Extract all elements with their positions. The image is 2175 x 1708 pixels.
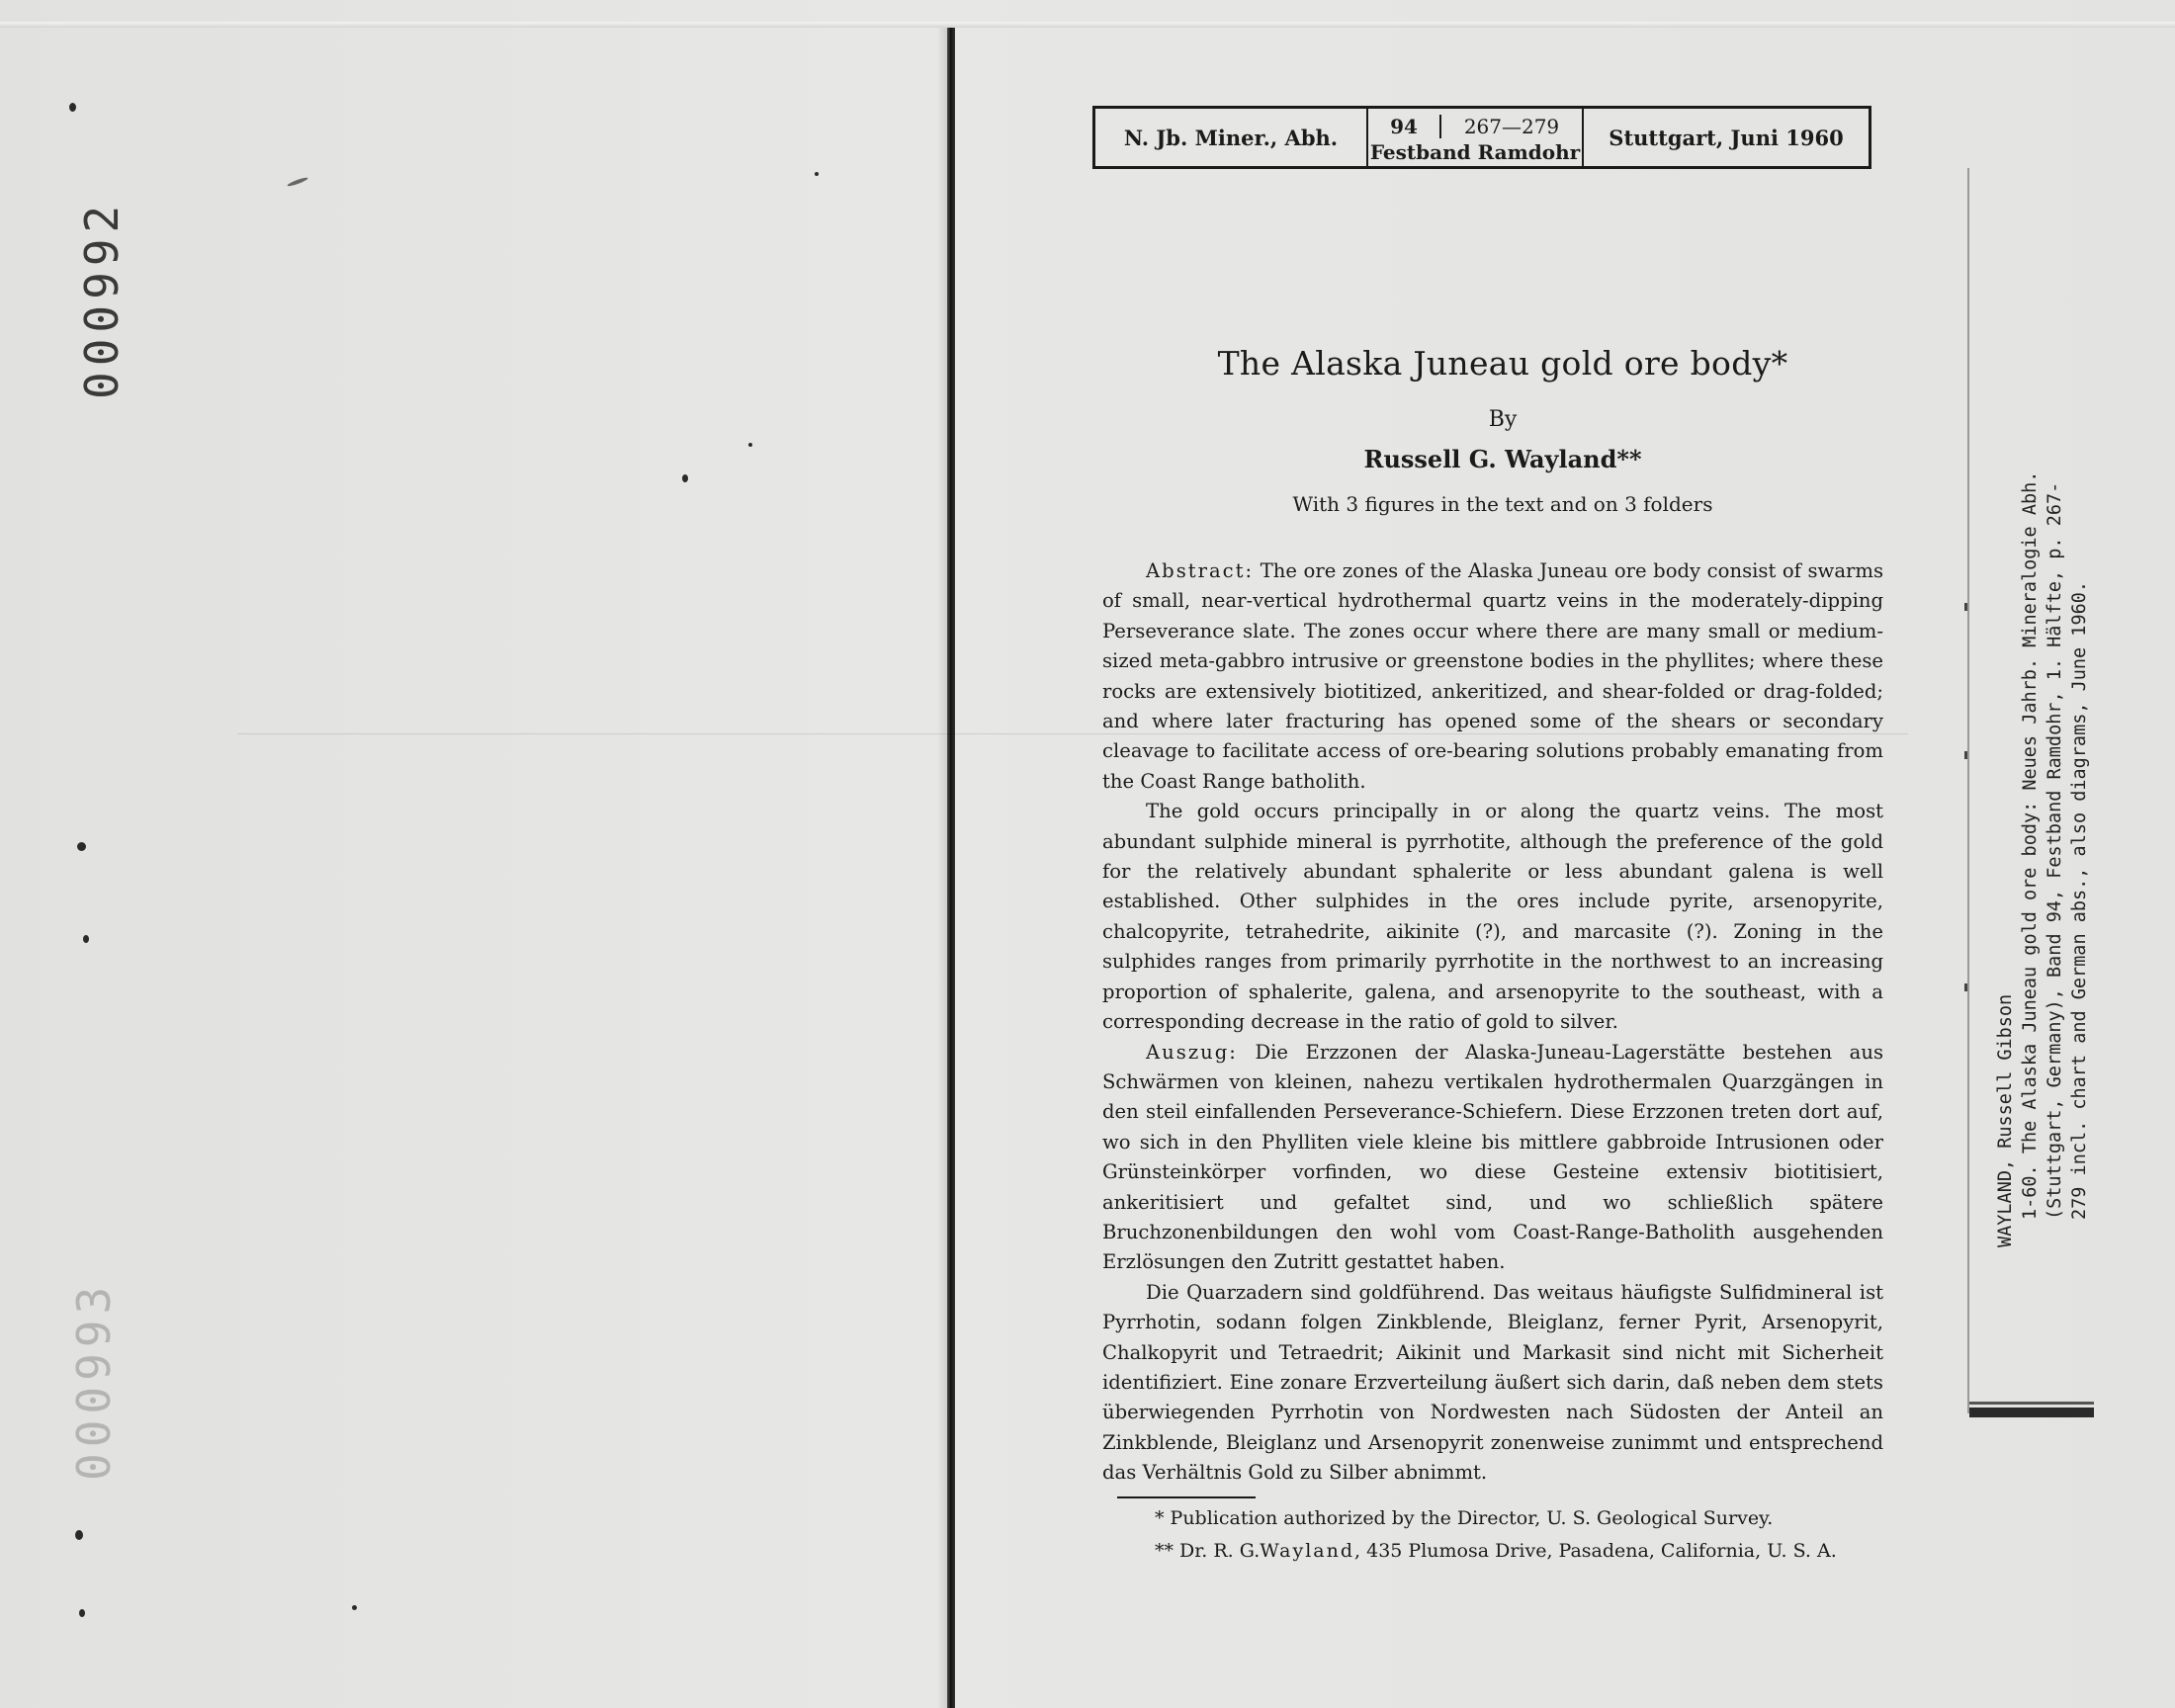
catalog-line-3: (Stuttgart, Germany), Band 94, Festband Ramdohr, 1. Hälfte, p. 267-	[2044, 481, 2065, 1220]
catalog-line-4: 279 incl. chart and German abs., also diagrams, June 1960.	[2069, 580, 2090, 1220]
auszug-label: Auszug:	[1146, 1040, 1238, 1064]
footnote-rule	[1117, 1496, 1256, 1498]
catalog-card-bar	[1969, 1402, 2094, 1405]
place-date: Stuttgart, Juni 1960	[1609, 125, 1844, 150]
speck	[287, 176, 308, 187]
footnote-2-name: Wayland	[1260, 1540, 1355, 1562]
footnote-2	[1155, 1535, 1906, 1568]
speck	[352, 1605, 357, 1610]
speck	[77, 842, 86, 851]
author-name: Russell G. Wayland**	[1363, 445, 1642, 473]
auszug-paragraph-1	[1102, 1038, 1883, 1278]
speck	[815, 172, 819, 176]
speck	[69, 103, 76, 112]
speck	[682, 474, 688, 482]
catalog-line-2: 1-60. The Alaska Juneau gold ore body: Neues Jahrb. Mineralogie Abh.	[2020, 470, 2041, 1220]
catalog-card-edge	[1967, 168, 1969, 1413]
abstract-paragraph-1	[1102, 556, 1883, 797]
card-tick	[1964, 983, 1967, 991]
auszug-text-1: Die Erzzonen der Alaska-Juneau-Lagerstätte bestehen aus Schwärmen von kleinen, nahezu vertikalen hydrothermalen Quarzgängen in den steil einfallenden Perseverance-Schiefern. Diese Erzzonen treten dort auf, wo sich in den Phylliten viele kleine bis mittlere gabbroide Intrusionen oder Grünsteinkörper vorfinden, wo diese Gesteine extensiv biotitisiert, ankeritisiert und gefaltet sind, und wo schließlich spätere Bruchzonenbildungen den wohl vom Coast-Range-Batholith ausgehenden Erzlösungen den Zutritt gestattet haben.	[1102, 1040, 1884, 1274]
speck	[79, 1609, 85, 1617]
volume-number: 94	[1368, 115, 1441, 138]
article-title: The Alaska Juneau gold ore body*	[1217, 344, 1788, 383]
volume-info	[1368, 109, 1584, 166]
auszug-paragraph-2: Die Quarzadern sind goldführend. Das weitaus häufigste Sulfidmineral ist Pyrrhotin, sodann folgen Zinkblende, Bleiglanz, ferner Pyrit, Arsenopyrit, Chalkopyrit und Tetraedrit; Aikinit und Markasit sind nicht mit Sicherheit identifiziert. Eine zonare Erzverteilung äußert sich darin, daß neben dem stets überwiegenden Pyrrhotin von Nordwesten nach Südosten der Anteil an Zinkblende, Bleiglanz und Arsenopyrit zonenweise zunimmt und entsprechend das Verhältnis Gold zu Silber abnimmt.	[1102, 1280, 1883, 1485]
card-tick	[1964, 751, 1967, 759]
card-tick	[1964, 603, 1967, 611]
byline: By	[1488, 407, 1518, 432]
catalog-card-text	[1993, 328, 2092, 1247]
speck	[83, 935, 89, 943]
speck	[748, 443, 752, 447]
abstract-label: Abstract:	[1146, 559, 1255, 582]
festband: Festband Ramdohr	[1369, 140, 1581, 164]
abstract-paragraph-2: The gold occurs principally in or along the quartz veins. The most abundant sulphide mineral is pyrrhotite, although the preference of the gold for the relatively abundant sphalerite or less abundant galena is well established. Other sulphides in the ores include pyrite, arsenopyrite, chalcopyrite, tetrahedrite, aikinite (?), and marcasite (?). Zoning in the sulphides ranges from primarily pyrrhotite in the northwest to an increasing proportion of sphalerite, galena, and arsenopyrite to the southeast, with a corresponding decrease in the ratio of gold to silver.	[1102, 800, 1883, 1034]
article-body	[1102, 556, 1883, 1489]
page-stamp-bottom: 000993	[67, 1280, 121, 1481]
left-blank-page	[0, 0, 947, 1708]
footnotes	[1155, 1502, 1906, 1568]
page-fold	[947, 28, 955, 1708]
footnote-1: * Publication authorized by the Director, U. S. Geological Survey.	[1155, 1507, 1774, 1529]
speck	[75, 1530, 83, 1540]
abstract-text-1: The ore zones of the Alaska Juneau ore body consist of swarms of small, near-vertical hydrothermal quartz veins in the moderately-dipping Perseverance slate. The zones occur where there are many small or medium-sized meta-gabbro intrusive or greenstone bodies in the phyllites; where these rocks are extensively biotitized, ankeritized, and shear-folded or drag-folded; and where later fracturing has opened some of the shears or secondary cleavage to facilitate access of ore-bearing solutions probably emanating from the Coast Range batholith.	[1102, 559, 1883, 793]
footnote-2-rest: , 435 Plumosa Drive, Pasadena, California, U. S. A.	[1354, 1540, 1837, 1562]
journal-header	[1092, 106, 1871, 169]
catalog-card-bar	[1969, 1408, 2094, 1417]
catalog-line-1: WAYLAND, Russell Gibson	[1995, 993, 2016, 1247]
journal-name: N. Jb. Miner., Abh.	[1095, 109, 1368, 166]
figures-note: With 3 figures in the text and on 3 folders	[1292, 492, 1713, 516]
footnote-2-prefix: ** Dr. R. G.	[1155, 1540, 1261, 1562]
page-range: 267—279	[1463, 115, 1560, 138]
page-stamp-top: 000992	[75, 199, 129, 399]
